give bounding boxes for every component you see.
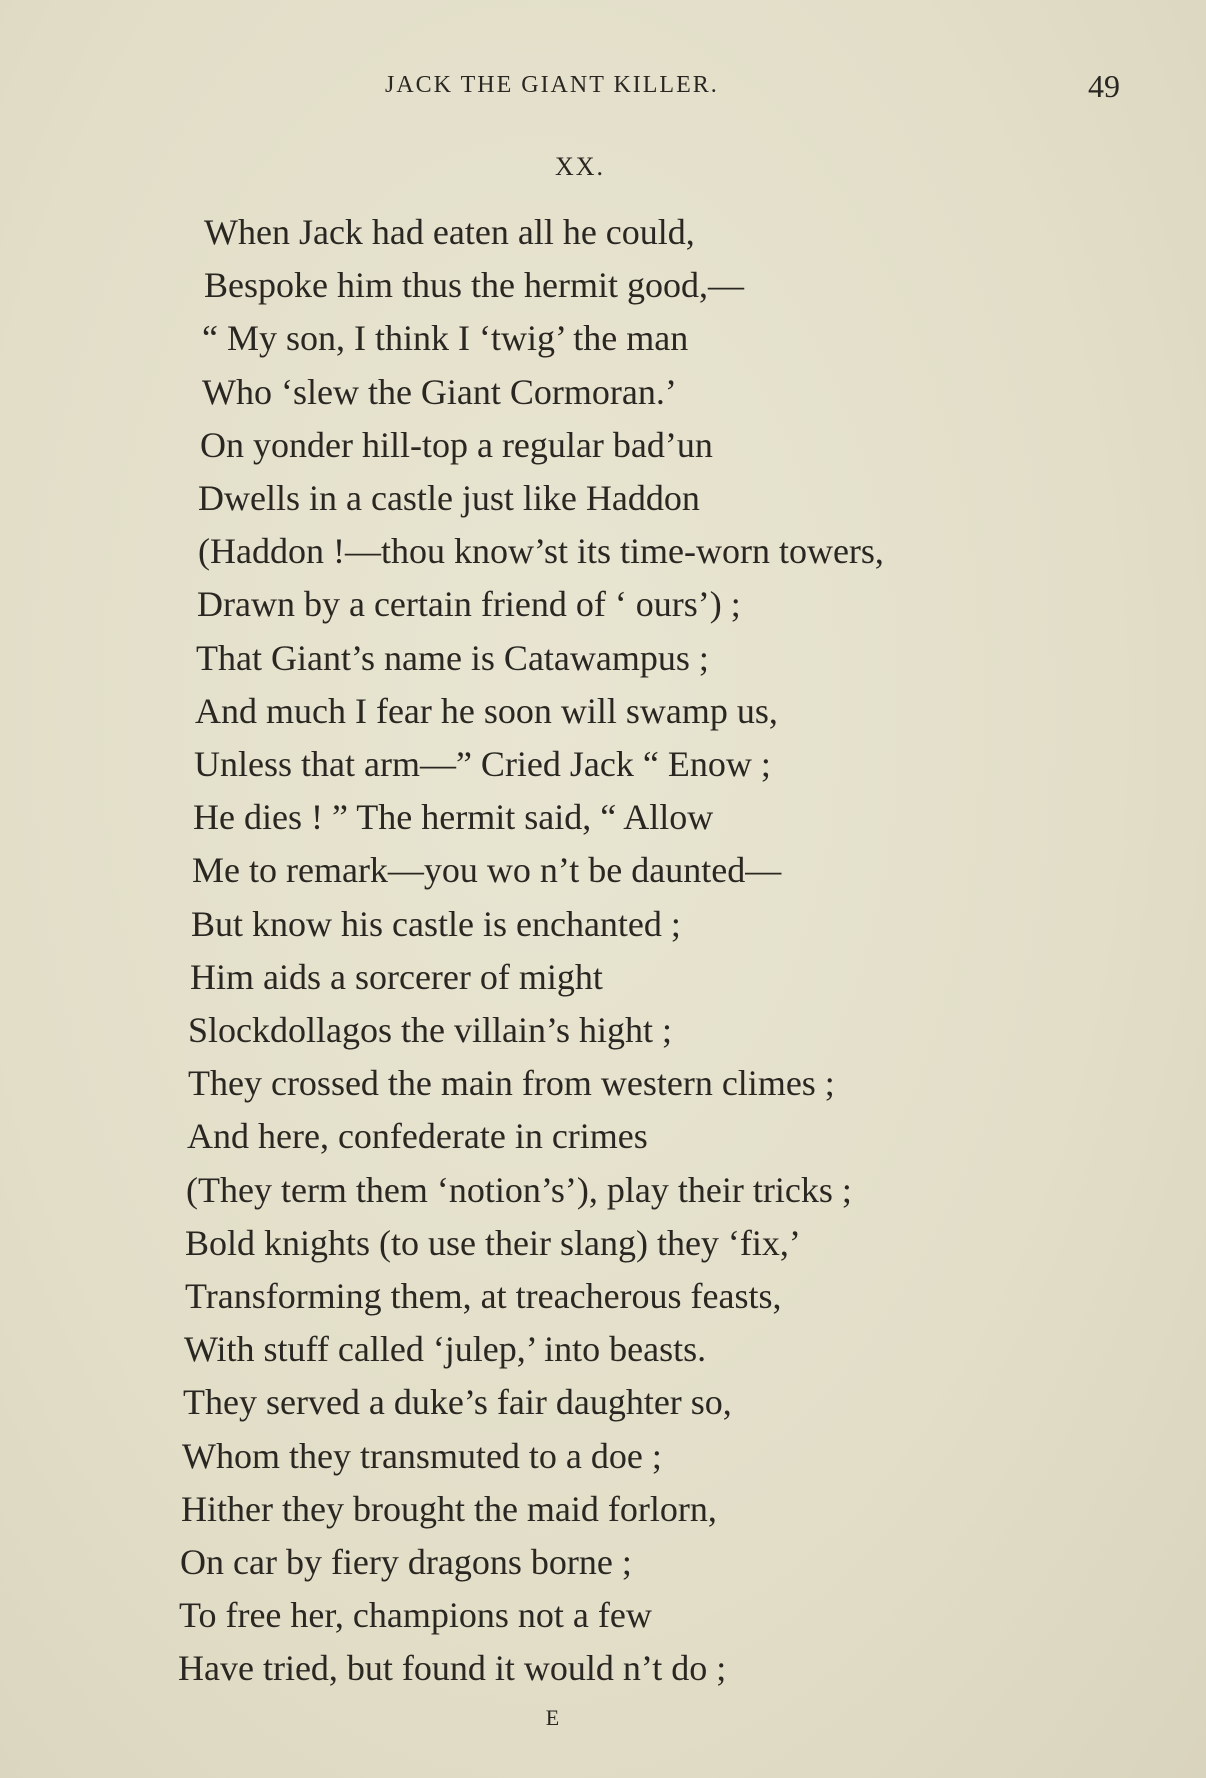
- verse-line: Who ‘slew the Giant Cormoran.’: [202, 371, 677, 412]
- verse-line: Dwells in a castle just like Haddon: [198, 478, 700, 519]
- page-number: 49: [1088, 68, 1120, 104]
- verse-line: On yonder hill-top a regular bad’un: [200, 424, 713, 465]
- verse-line: (They term them ‘notion’s’), play their tricks ;: [186, 1169, 852, 1210]
- stanza-number: XX.: [554, 152, 606, 181]
- verse-line: “ My son, I think I ‘twig’ the man: [202, 318, 689, 359]
- verse-line: Bespoke him thus the hermit good,—: [204, 265, 744, 306]
- verse-line: Unless that arm—” Cried Jack “ Enow ;: [194, 744, 771, 785]
- verse-line: Drawn by a certain friend of ‘ ours’) ;: [197, 584, 741, 625]
- verse-line: Bold knights (to use their slang) they ‘fix,’: [185, 1222, 801, 1263]
- verse-line: Hither they brought the maid forlorn,: [181, 1488, 717, 1529]
- verse-line: They served a duke’s fair daughter so,: [183, 1382, 732, 1423]
- verse-line: But know his castle is enchanted ;: [191, 903, 681, 944]
- verse-line: Slockdollagos the villain’s hight ;: [188, 1010, 672, 1051]
- signature-mark: E: [545, 1705, 561, 1730]
- verse-line: To free her, champions not a few: [179, 1595, 652, 1636]
- verse-line: When Jack had eaten all he could,: [204, 212, 695, 252]
- verse-line: (Haddon !—thou know’st its time-worn towers,: [198, 531, 884, 572]
- verse-line: Transforming them, at treacherous feasts,: [185, 1276, 782, 1317]
- verse-stanza: [178, 206, 884, 1696]
- verse-line: Me to remark—you wo n’t be daunted—: [192, 850, 782, 891]
- verse-line: That Giant’s name is Catawampus ;: [196, 637, 709, 678]
- verse-line: With stuff called ‘julep,’ into beasts.: [184, 1329, 707, 1370]
- verse-line: On car by fiery dragons borne ;: [180, 1542, 632, 1583]
- verse-line: Whom they transmuted to a doe ;: [182, 1435, 662, 1476]
- verse-line: Him aids a sorcerer of might: [190, 956, 603, 997]
- verse-line: And much I fear he soon will swamp us,: [195, 690, 778, 731]
- verse-line: They crossed the main from western climes ;: [188, 1063, 835, 1104]
- running-title: JACK THE GIANT KILLER.: [385, 72, 719, 98]
- verse-line: He dies ! ” The hermit said, “ Allow: [193, 797, 714, 838]
- verse-line: Have tried, but found it would n’t do ;: [178, 1648, 727, 1689]
- verse-line: And here, confederate in crimes: [187, 1116, 648, 1157]
